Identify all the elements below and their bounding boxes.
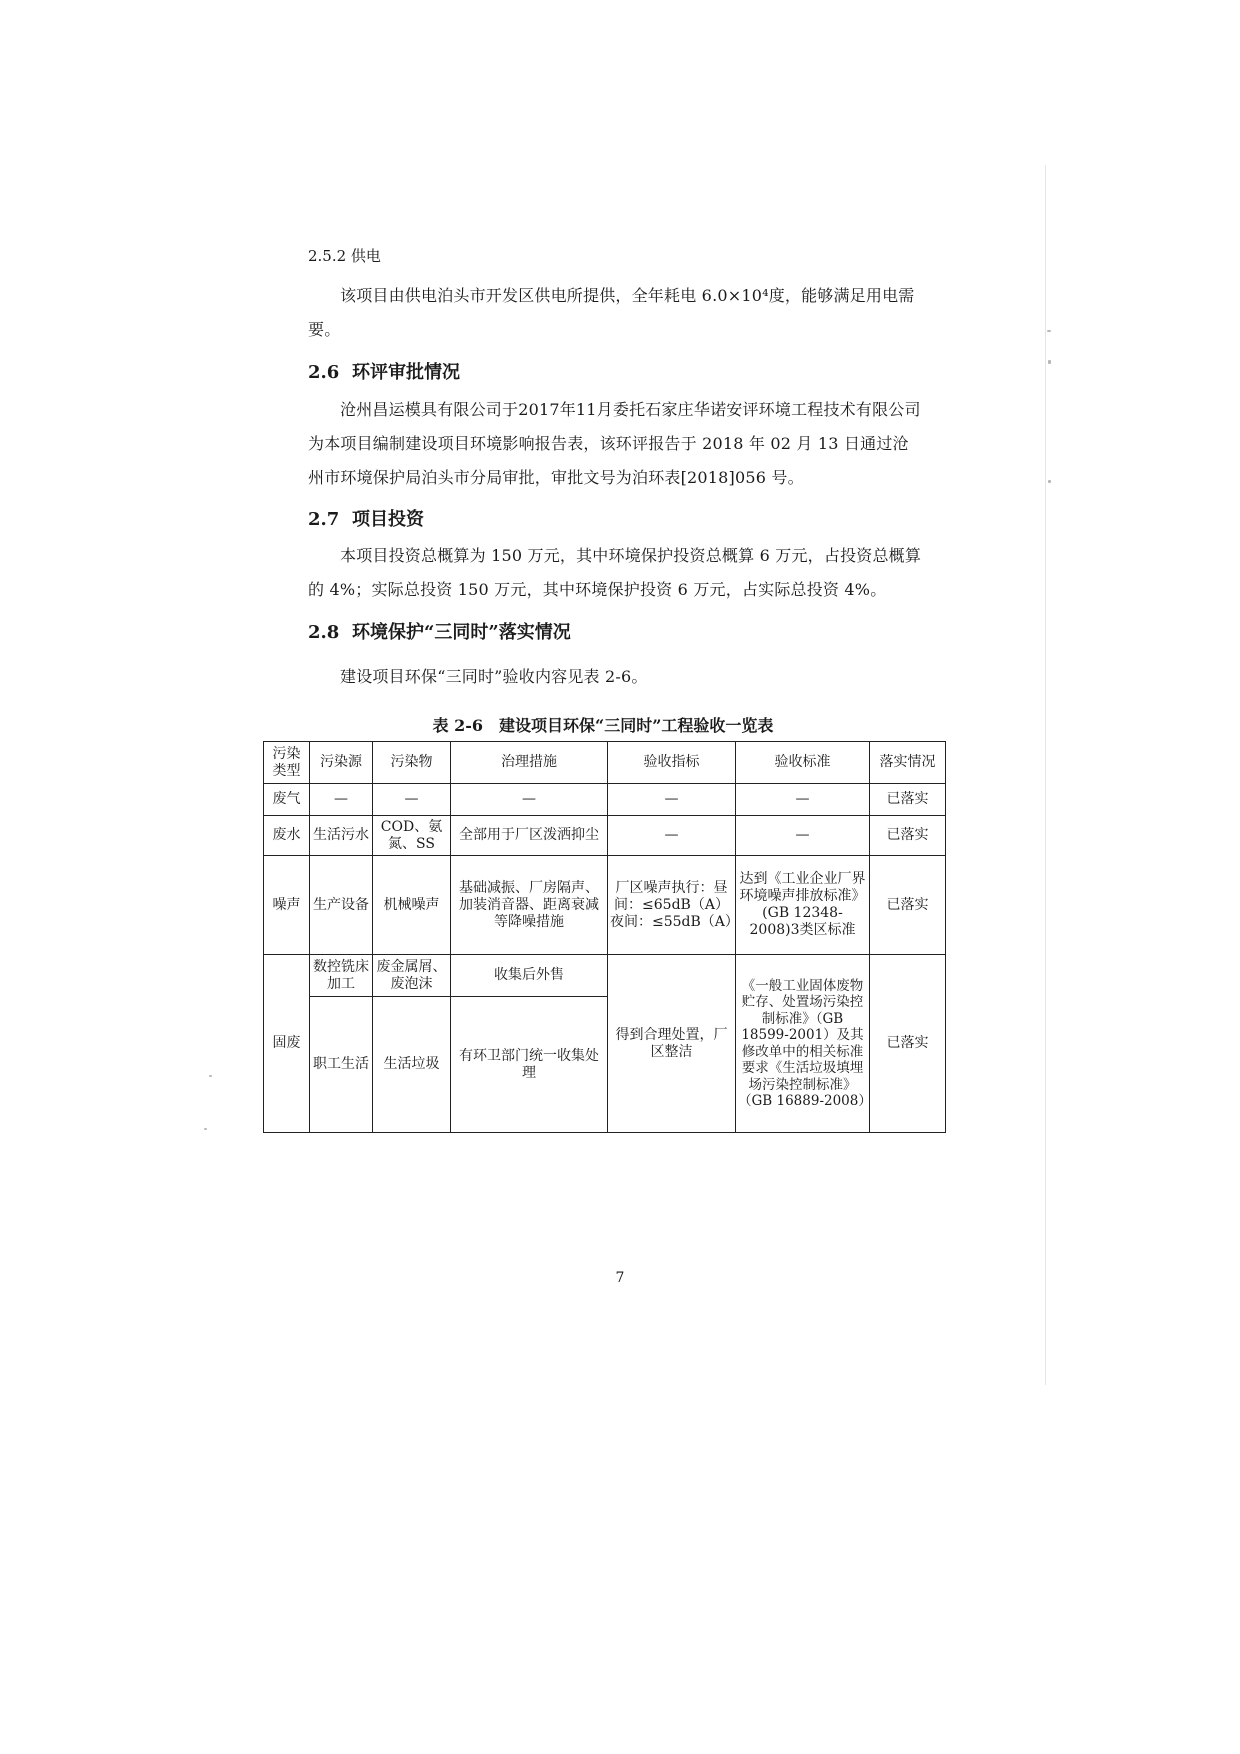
page-number: 7 [615, 1270, 625, 1286]
scan-edge-line [1045, 165, 1046, 1385]
section-title: 环境保护“三同时”落实情况 [352, 622, 571, 643]
pollutant-cell: 机械噪声 [373, 856, 451, 955]
dash-cell: — [451, 784, 608, 816]
index-cell: 得到合理处置，厂区整洁 [608, 955, 736, 1133]
measure-cell: 基础减振、厂房隔声、加装消音器、距离衰减等降噪措施 [451, 856, 608, 955]
section-28-body [308, 660, 923, 694]
section-heading-28 [308, 618, 571, 644]
section-252-body [308, 279, 923, 347]
section-title: 环评审批情况 [352, 362, 460, 383]
pollution-type-cell: 废气 [264, 784, 310, 816]
paragraph: 本项目投资总概算为 150 万元，其中环境保护投资总概算 6 万元，占投资总概算的 4%；实际总投资 150 万元，其中环境保护投资 6 万元，占实际总投资 4%。 [308, 546, 922, 599]
table-row [264, 955, 946, 997]
section-heading-27 [308, 505, 424, 531]
pollutant-cell: 废金属屑、废泡沫 [373, 955, 451, 997]
section-number: 2.8 [308, 622, 340, 643]
pollution-type-cell: 废水 [264, 816, 310, 856]
paragraph: 该项目由供电泊头市开发区供电所提供，全年耗电 6.0×10⁴度，能够满足用电需要。 [308, 286, 915, 339]
subsection-title-252: 2.5.2 供电 [308, 247, 381, 265]
scan-speck [1047, 330, 1051, 332]
measure-cell: 收集后外售 [451, 955, 608, 997]
pollution-type-cell: 固废 [264, 955, 310, 1133]
measure-cell: 有环卫部门统一收集处理 [451, 997, 608, 1133]
scan-speck [1048, 360, 1051, 364]
pollution-type-cell: 噪声 [264, 856, 310, 955]
source-cell: 数控铣床加工 [310, 955, 373, 997]
scan-speck [204, 1128, 207, 1130]
section-title: 项目投资 [352, 509, 424, 530]
dash-cell: — [736, 784, 870, 816]
source-cell: 职工生活 [310, 997, 373, 1133]
status-cell: 已落实 [870, 784, 946, 816]
paragraph: 建设项目环保“三同时”验收内容见表 2-6。 [340, 667, 648, 686]
dash-cell: — [310, 784, 373, 816]
status-cell: 已落实 [870, 955, 946, 1133]
measure-cell: 全部用于厂区泼洒抑尘 [451, 816, 608, 856]
header-cell: 污染物 [373, 742, 451, 784]
scan-speck [209, 1075, 212, 1077]
source-cell: 生产设备 [310, 856, 373, 955]
header-cell: 验收指标 [608, 742, 736, 784]
status-cell: 已落实 [870, 856, 946, 955]
section-27-body [308, 539, 923, 607]
table-row [264, 816, 946, 856]
header-cell: 验收标准 [736, 742, 870, 784]
header-cell: 污染类型 [264, 742, 310, 784]
table-row [264, 784, 946, 816]
table-row [264, 856, 946, 955]
acceptance-table [263, 741, 946, 1133]
dash-cell: — [608, 784, 736, 816]
table-header-row [264, 742, 946, 784]
scan-speck [1048, 480, 1051, 483]
standard-cell: 达到《工业企业厂界环境噪声排放标准》(GB 12348-2008)3类区标准 [736, 856, 870, 955]
table-caption: 表 2-6 建设项目环保“三同时”工程验收一览表 [432, 716, 774, 735]
source-cell: 生活污水 [310, 816, 373, 856]
pollutant-cell: COD、氨氮、SS [373, 816, 451, 856]
pollutant-cell: 生活垃圾 [373, 997, 451, 1133]
status-cell: 已落实 [870, 816, 946, 856]
header-cell: 治理措施 [451, 742, 608, 784]
section-heading-26 [308, 358, 460, 384]
dash-cell: — [736, 816, 870, 856]
standard-cell: 《一般工业固体废物贮存、处置场污染控制标准》（GB 18599-2001）及其修改单中的相关标准要求《生活垃圾填埋场污染控制标准》（GB 16889-2008） [736, 955, 870, 1133]
section-number: 2.6 [308, 362, 340, 383]
section-number: 2.7 [308, 509, 340, 530]
dash-cell: — [373, 784, 451, 816]
section-26-body [308, 393, 923, 495]
dash-cell: — [608, 816, 736, 856]
header-cell: 污染源 [310, 742, 373, 784]
index-cell: 厂区噪声执行：昼间：≤65dB（A）夜间：≤55dB（A） [608, 856, 736, 955]
paragraph: 沧州昌运模具有限公司于2017年11月委托石家庄华诺安评环境工程技术有限公司为本项目编制建设项目环境影响报告表，该环评报告于 2018 年 02 月 13 日通过沧州市环境保护局泊头市分局审批，审批文号为泊环表[2018]056 号。 [308, 400, 921, 487]
header-cell: 落实情况 [870, 742, 946, 784]
